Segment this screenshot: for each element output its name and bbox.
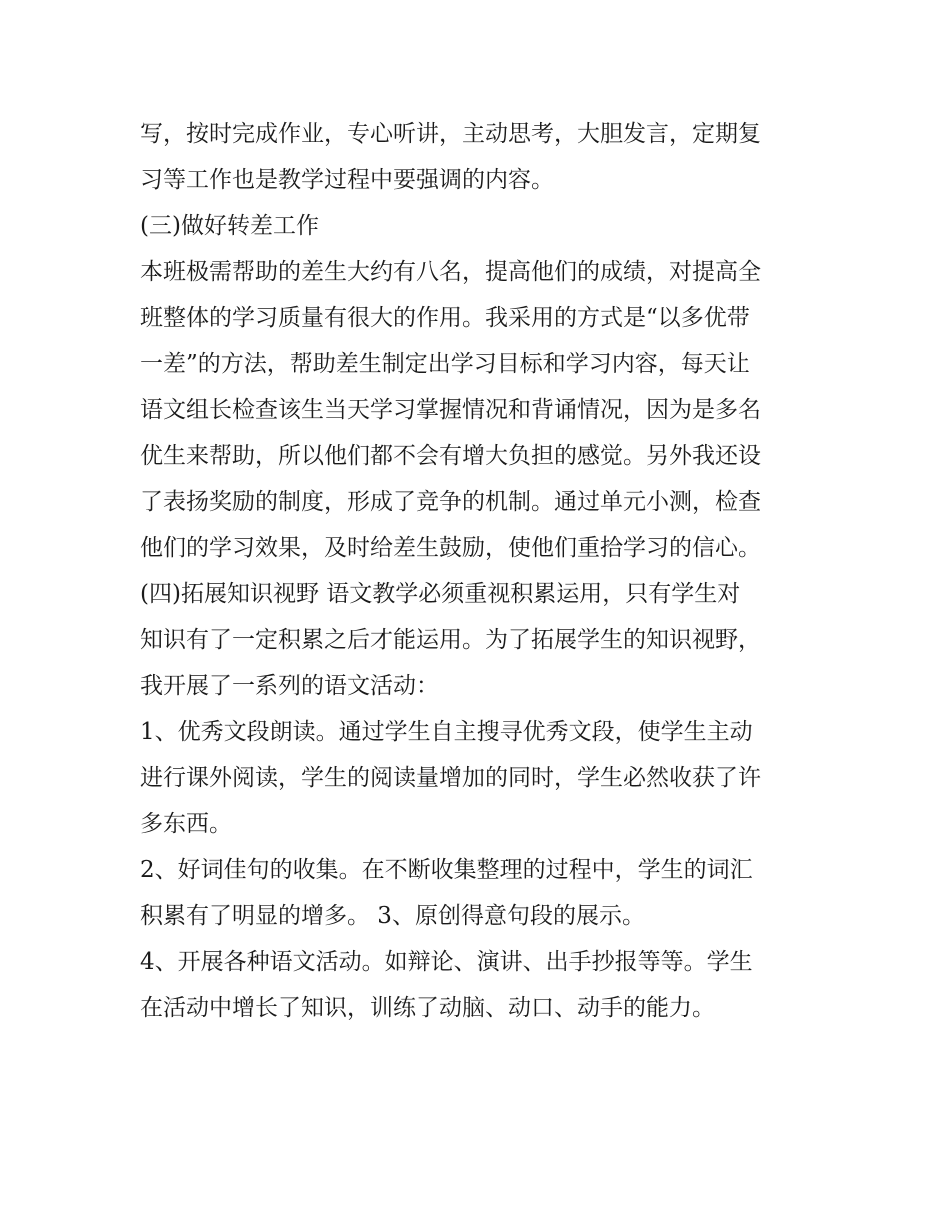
text-line: 我开展了一系列的语文活动： [140, 673, 439, 699]
text-line: 班整体的学习质量有很大的作用。我采用的方式是“以多优带 [140, 305, 750, 331]
text-line: 知识有了一定积累之后才能运用。为了拓展学生的知识视野， [140, 627, 761, 653]
text-line: 优生来帮助，所以他们都不会有增大负担的感觉。另外我还设 [140, 443, 761, 469]
section-heading: (四)拓展知识视野 语文教学必须重视积累运用，只有学生对 [140, 581, 741, 607]
list-item: 2、好词佳句的收集。在不断收集整理的过程中，学生的词汇 [140, 857, 753, 883]
text-line: 一差”的方法，帮助差生制定出学习目标和学习内容，每天让 [140, 351, 750, 377]
text-line: 进行课外阅读，学生的阅读量增加的同时，学生必然收获了许 [140, 765, 761, 791]
text-line: 他们的学习效果，及时给差生鼓励，使他们重拾学习的信心。 [140, 535, 761, 561]
text-line: 习等工作也是教学过程中要强调的内容。 [140, 167, 554, 193]
text-line: 积累有了明显的增多。 3、原创得意句段的展示。 [140, 903, 645, 929]
list-item: 4、开展各种语文活动。如辩论、演讲、出手抄报等等。学生 [140, 949, 753, 975]
text-line: 写，按时完成作业，专心听讲，主动思考，大胆发言，定期复 [140, 121, 761, 147]
text-line: 本班极需帮助的差生大约有八名，提高他们的成绩，对提高全 [140, 259, 761, 285]
list-item: 1、优秀文段朗读。通过学生自主搜寻优秀文段，使学生主动 [140, 719, 753, 745]
text-line: 了表扬奖励的制度，形成了竞争的机制。通过单元小测，检查 [140, 489, 761, 515]
text-line: 语文组长检查该生当天学习掌握情况和背诵情况，因为是多名 [140, 397, 761, 423]
text-line: 在活动中增长了知识，训练了动脑、动口、动手的能力。 [140, 995, 715, 1021]
section-heading: (三)做好转差工作 [140, 213, 319, 239]
text-line: 多东西。 [140, 811, 232, 837]
document-body [140, 111, 830, 1031]
